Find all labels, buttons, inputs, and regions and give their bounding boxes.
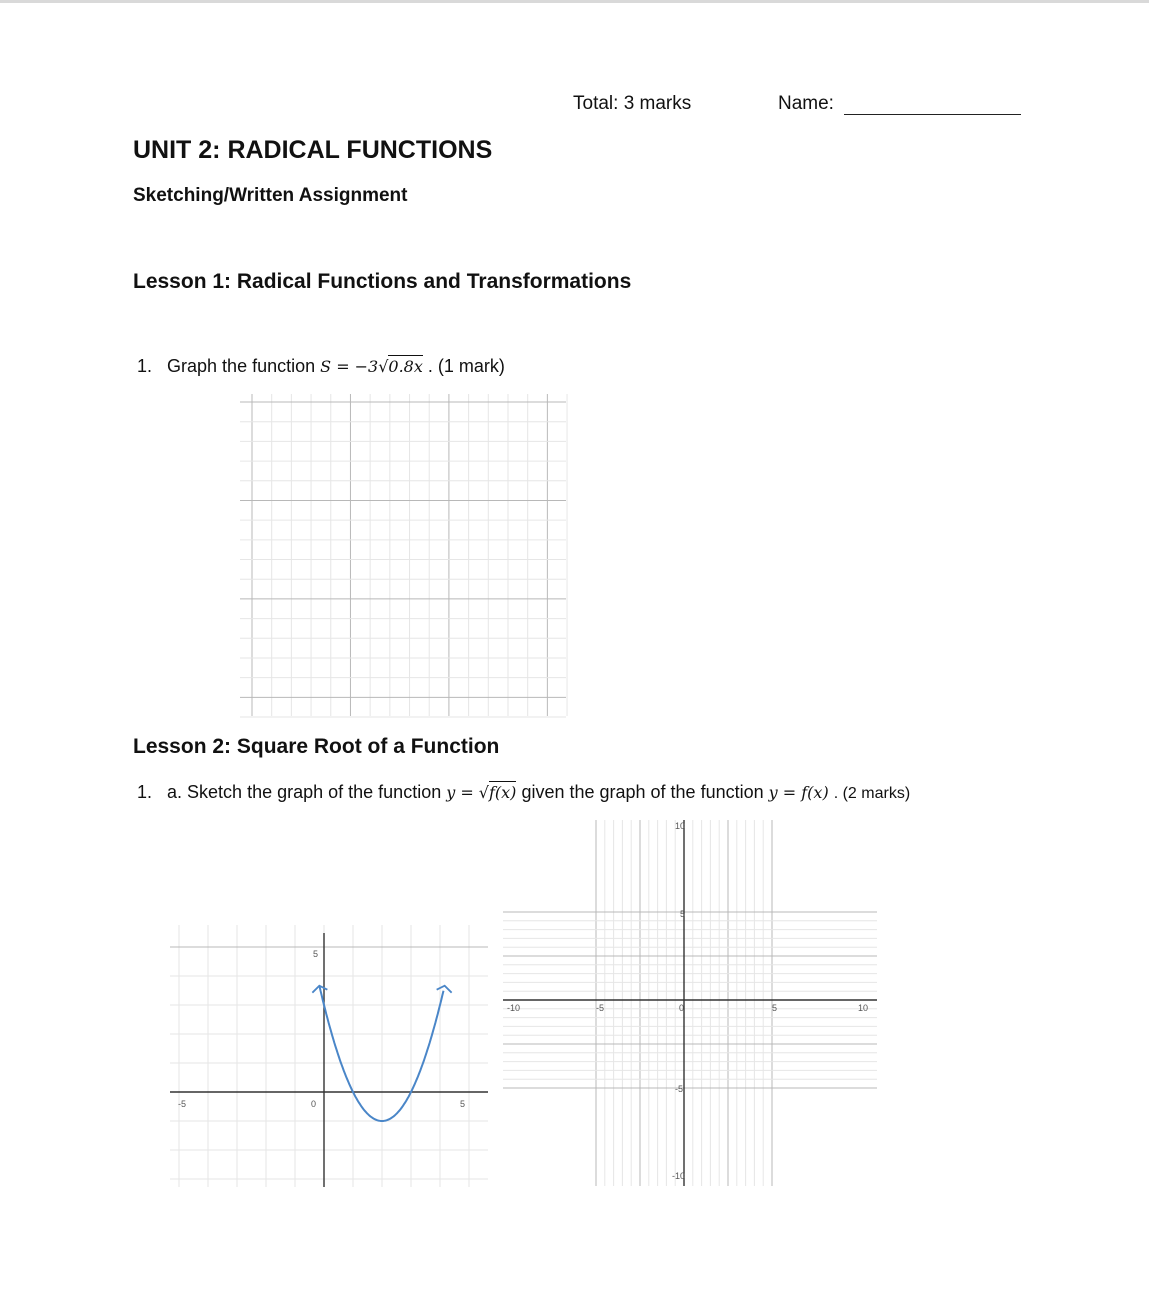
tick-label-y-5: 5: [680, 909, 686, 919]
tick-label-y-10: 10: [675, 821, 686, 831]
question-number: 1.: [137, 782, 153, 802]
lesson1-question1: [137, 356, 505, 377]
tick-label-x-neg: -5: [178, 1099, 187, 1109]
formula2: y = f(x): [768, 783, 829, 802]
total-marks: Total: 3 marks: [573, 93, 692, 114]
formula1-lhs: y =: [446, 783, 474, 802]
tick-label-x-neg5: -5: [596, 1003, 605, 1013]
lesson2-heading: Lesson 2: Square Root of a Function: [133, 735, 500, 758]
tick-label-x-10: 10: [858, 1003, 869, 1013]
formula-radicand: 0.8x: [388, 357, 423, 376]
tick-label-x-5: 5: [772, 1003, 778, 1013]
answer-graph-grid[interactable]: [503, 820, 877, 1186]
tick-label-origin: 0: [311, 1099, 317, 1109]
question-text: a. Sketch the graph of the function: [167, 782, 442, 802]
assignment-subtitle: Sketching/Written Assignment: [133, 185, 408, 206]
blank-graph-grid-lesson1[interactable]: [240, 394, 566, 716]
question-text: Graph the function: [167, 356, 316, 376]
lesson1-heading: Lesson 1: Radical Functions and Transformations: [133, 270, 632, 293]
formula-coefficient: −3√: [354, 357, 389, 376]
question-number: 1.: [137, 356, 153, 376]
tick-label-x-neg10: -10: [507, 1003, 521, 1013]
tick-label-x-pos: 5: [460, 1099, 466, 1109]
tick-label-y-neg5: -5: [675, 1084, 684, 1094]
formula1-radicand: f(x): [488, 783, 517, 802]
function-curve: [319, 986, 443, 1121]
question-marks: . (1 mark): [427, 356, 505, 376]
top-border: [0, 0, 1149, 3]
formula-lhs: S =: [320, 357, 350, 376]
name-blank-line[interactable]: [844, 114, 1021, 115]
tick-label-x-0: 0: [679, 1003, 685, 1013]
name-label: Name:: [778, 93, 834, 114]
tick-label-y-pos: 5: [313, 949, 319, 959]
tick-label-y-neg10: -10: [672, 1171, 686, 1181]
question-text-mid: given the graph of the function: [521, 782, 764, 802]
given-function-graph: [170, 925, 490, 1190]
unit-title: UNIT 2: RADICAL FUNCTIONS: [133, 136, 493, 164]
lesson2-question1: 1. a. Sketch the graph of the function y = √f(x) given the graph of the function y = f(x) . (2 marks): [137, 782, 911, 802]
question-marks: . (2 marks): [833, 785, 911, 802]
